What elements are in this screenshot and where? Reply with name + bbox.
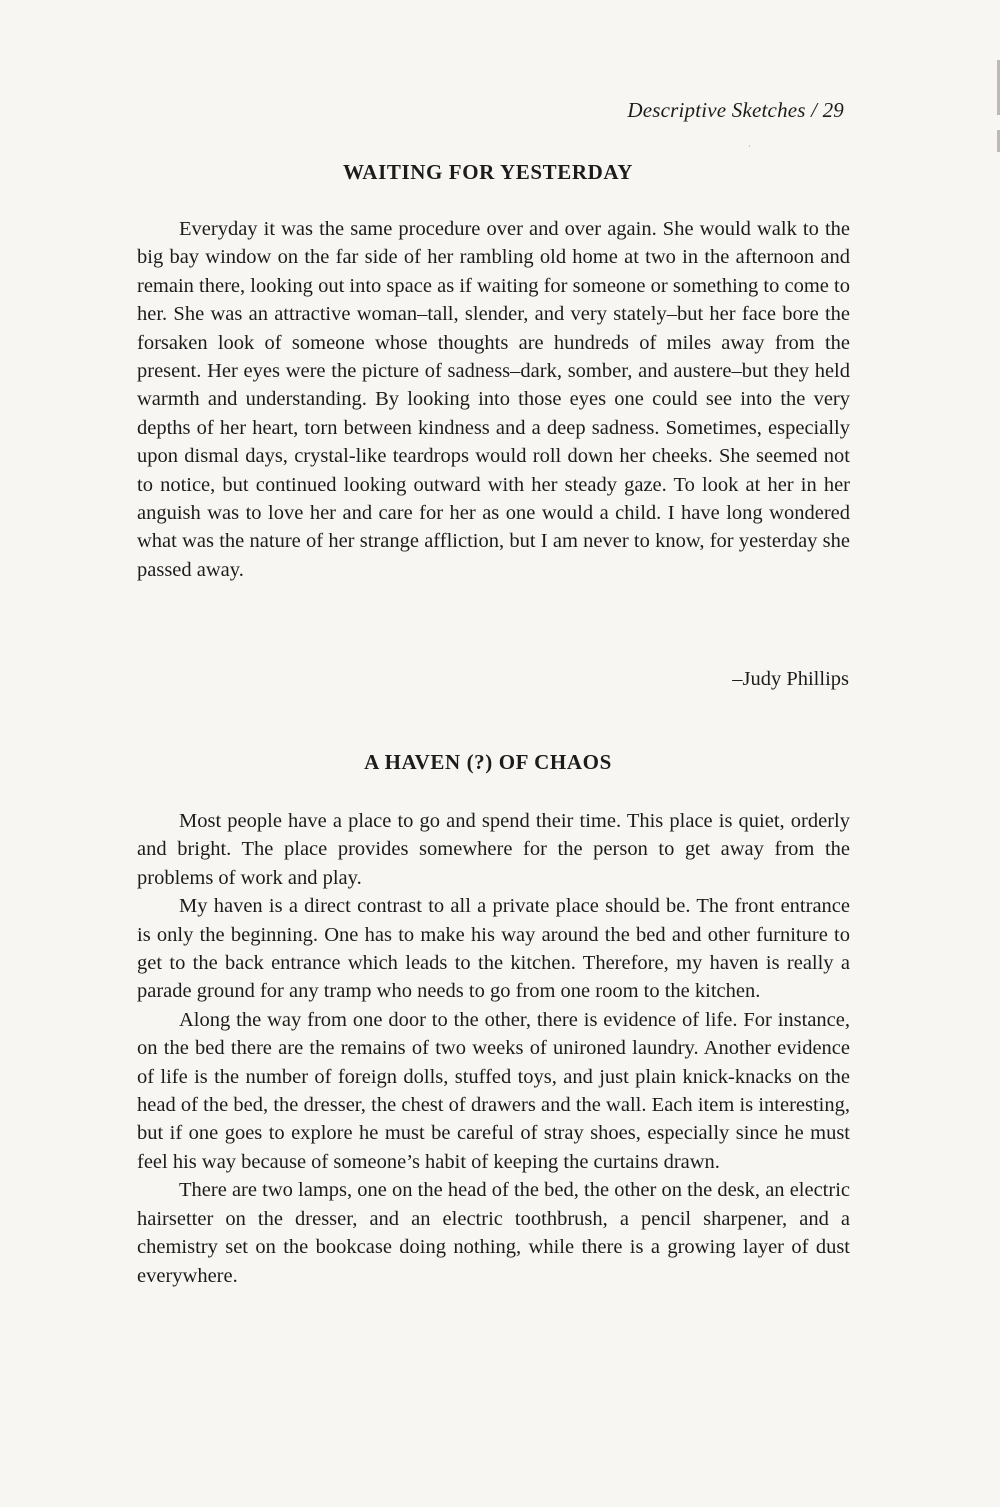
sketch-body-waiting-for-yesterday <box>137 215 850 584</box>
paragraph: There are two lamps, one on the head of the bed, the other on the desk, an electric hairsetter on the dresser, and an electric toothbrush, a pencil sharpener, and a chemistry set on the bookcase doing nothing, while there is a growing layer of dust everywhere. <box>137 1179 850 1287</box>
sketch-title-waiting-for-yesterday: WAITING FOR YESTERDAY <box>343 160 633 184</box>
paragraph: My haven is a direct contrast to all a private place should be. The front entrance is only the beginning. One has to make his way around the bed and other furniture to get to the back entrance which leads to the kitchen. Therefore, my haven is really a parade ground for any tramp who needs to go from one room to the kitchen. <box>137 895 850 1003</box>
paragraph: Along the way from one door to the other, there is evidence of life. For instance, on the bed there are the remains of two weeks of unironed laundry. Another evidence of life is the number of foreign dolls, stuffed toys, and just plain knick-knacks on the head of the bed, the dresser, the chest of drawers and the wall. Each item is interesting, but if one goes to explore he must be careful of stray shoes, especially since he must feel his way because of someone’s habit of keeping the curtains drawn. <box>137 1008 850 1173</box>
paragraph: Everyday it was the same procedure over and over again. She would walk to the big bay window on the far side of her rambling old home at two in the afternoon and remain there, looking out into space as if waiting for someone or something to come to her. She was an attractive woman–tall, slender, and very stately–but her face bore the forsaken look of someone whose thoughts are hundreds of miles away from the present. Her eyes were the picture of sadness–dark, somber, and austere–but they held warmth and understanding. By looking into those eyes one could see into the very depths of her heart, torn between kindness and a deep sadness. Sometimes, especially upon dismal days, crystal-like teardrops would roll down her cheeks. She seemed not to notice, but continued looking outward with her steady gaze. To look at her in her anguish was to love her and care for her as one would a child. I have long wondered what was the nature of her strange affliction, but I am never to know, for yesterday she passed away. <box>137 218 850 581</box>
sketch-title-haven-of-chaos: A HAVEN (?) OF CHAOS <box>364 750 612 774</box>
sketch-body-haven-of-chaos <box>137 807 850 1290</box>
paragraph: Most people have a place to go and spend their time. This place is quiet, orderly and bright. The place provides somewhere for the person to get away from the problems of work and play. <box>137 810 850 889</box>
running-head: Descriptive Sketches / 29 <box>627 98 844 122</box>
stray-mark: · <box>748 142 751 151</box>
author-signature: –Judy Phillips <box>732 668 849 690</box>
